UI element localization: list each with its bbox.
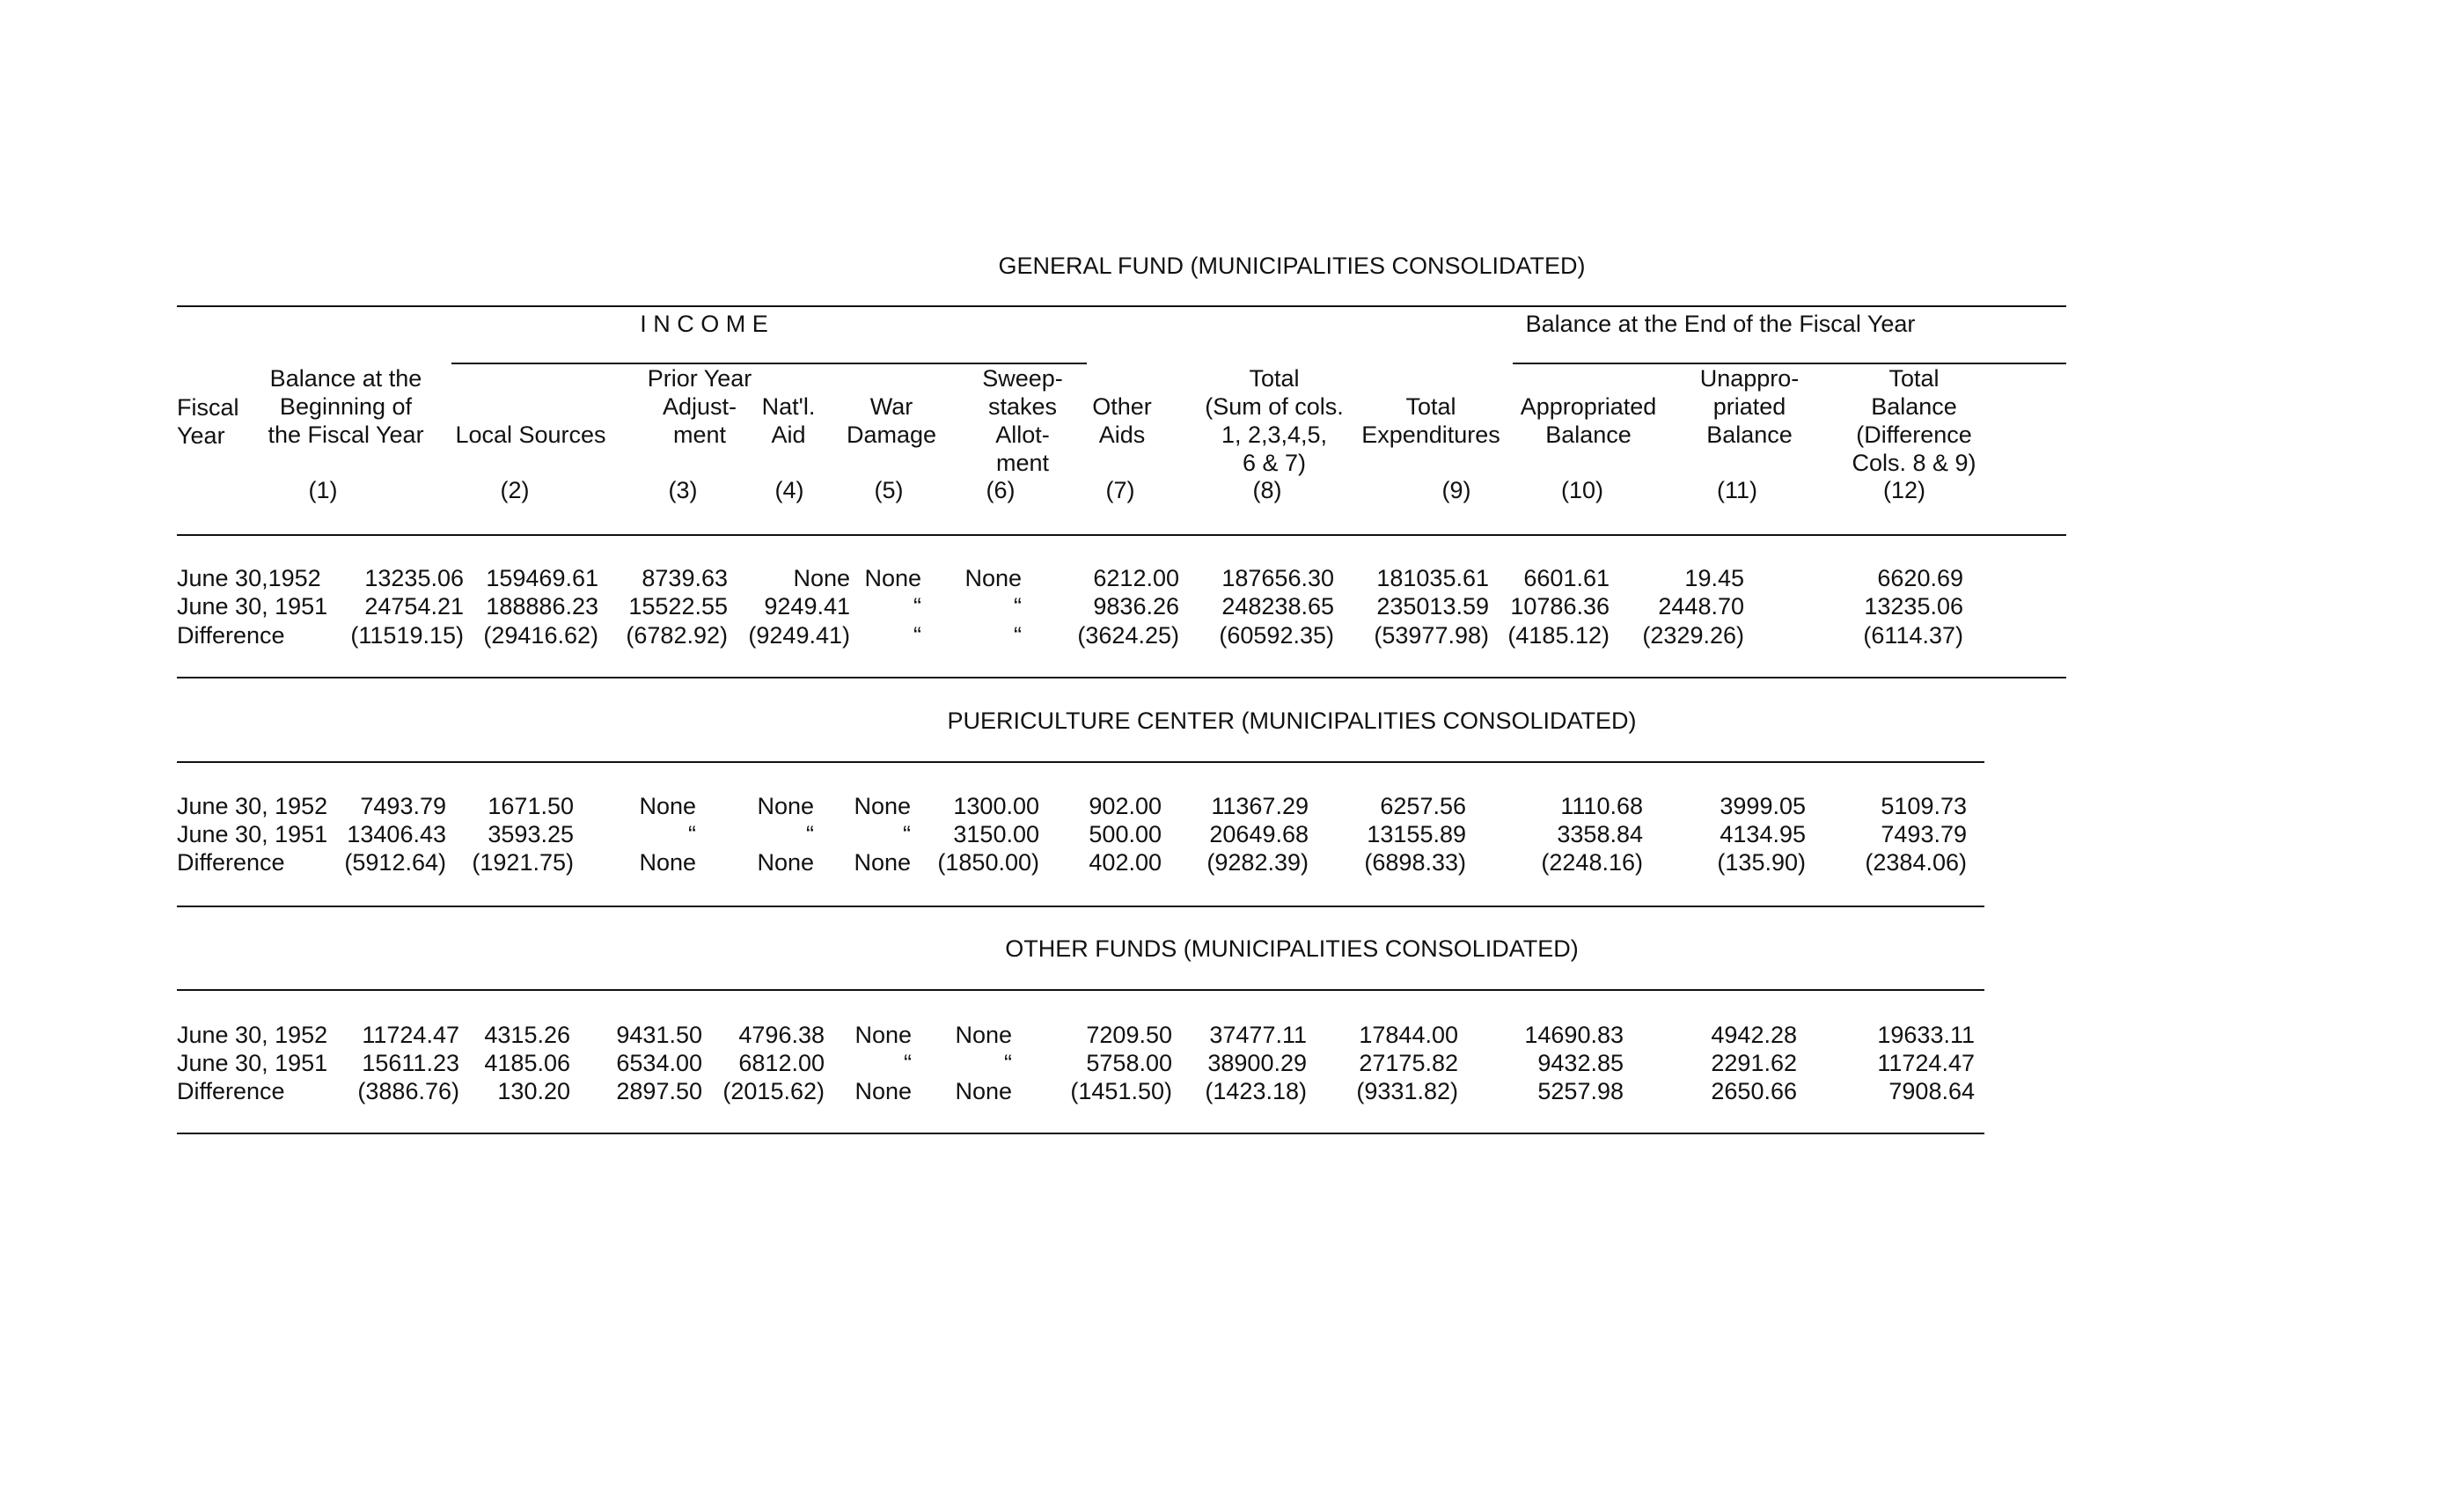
table-cell: 9432.85 <box>1537 1050 1624 1076</box>
table-cell: (2248.16) <box>1541 849 1643 876</box>
table-cell: 6212.00 <box>1093 565 1179 591</box>
column-header-line: Expenditures <box>1361 422 1500 448</box>
table-cell: “ <box>904 1050 912 1076</box>
table-cell: 27175.82 <box>1359 1050 1458 1076</box>
column-header-4 <box>762 392 816 449</box>
column-number: (12) <box>1882 477 1926 503</box>
column-number: (7) <box>1105 477 1135 503</box>
table-cell: 235013.59 <box>1376 593 1489 620</box>
column-number: (4) <box>774 477 804 503</box>
table-cell: 181035.61 <box>1376 565 1489 591</box>
row-label: June 30, 1952 <box>177 1022 328 1048</box>
column-header-line: ment <box>672 422 727 448</box>
table-cell: 11367.29 <box>1211 793 1309 819</box>
table-cell: 13406.43 <box>347 821 446 847</box>
table-cell: 902.00 <box>1089 793 1162 819</box>
rule-top <box>177 305 2066 307</box>
other-funds-title: OTHER FUNDS (MUNICIPALITIES CONSOLIDATED) <box>1005 935 1579 962</box>
rule-header-bottom <box>177 534 2066 536</box>
table-cell: 37477.11 <box>1209 1022 1307 1048</box>
column-header-line: Allot- <box>995 422 1050 448</box>
column-header-line: Other <box>1092 393 1152 420</box>
table-cell: 8739.63 <box>642 565 728 591</box>
table-cell: (1451.50) <box>1070 1078 1172 1104</box>
table-cell: 9431.50 <box>616 1022 702 1048</box>
table-cell: 5257.98 <box>1537 1078 1624 1104</box>
column-header-line: Sweep- <box>982 365 1063 392</box>
table-cell: 130.20 <box>497 1078 570 1104</box>
column-header-6 <box>982 364 1063 477</box>
table-cell: (6114.37) <box>1863 622 1963 649</box>
column-header-12 <box>1852 364 1976 477</box>
column-number: (10) <box>1560 477 1604 503</box>
column-header-line: Balance <box>1706 422 1793 448</box>
table-cell: (9282.39) <box>1206 849 1309 876</box>
table-cell: 4185.06 <box>484 1050 570 1076</box>
table-cell: None <box>639 849 696 876</box>
table-cell: 13235.06 <box>1864 593 1963 620</box>
table-cell: None <box>757 793 814 819</box>
column-header-line: (Difference <box>1856 422 1972 448</box>
table-cell: (1423.18) <box>1205 1078 1307 1104</box>
table-cell: 3999.05 <box>1720 793 1806 819</box>
rule-other-bottom <box>177 1133 1984 1134</box>
table-cell: None <box>955 1078 1012 1104</box>
column-header-line: Nat'l. <box>761 393 816 420</box>
table-cell: None <box>964 565 1022 591</box>
column-header-line: stakes <box>987 393 1058 420</box>
table-cell: (135.90) <box>1717 849 1806 876</box>
column-header-line: Beginning of <box>279 393 413 420</box>
table-cell: 3150.00 <box>953 821 1039 847</box>
column-header-11 <box>1700 364 1800 449</box>
column-header-line: Balance at the <box>269 365 422 392</box>
column-header-line: Aid <box>771 422 806 448</box>
table-cell: (3886.76) <box>357 1078 459 1104</box>
table-cell: 248238.65 <box>1221 593 1334 620</box>
rule-general-bottom <box>177 677 2066 678</box>
table-cell: (1850.00) <box>937 849 1039 876</box>
row-label: Difference <box>177 622 285 649</box>
rule-puericulture-bottom <box>177 906 1984 907</box>
table-cell: 7908.64 <box>1888 1078 1975 1104</box>
column-header-line: Adjust- <box>662 393 737 420</box>
table-cell: “ <box>913 622 921 649</box>
table-cell: None <box>854 849 911 876</box>
column-header-line: Balance <box>1545 422 1632 448</box>
column-header-line: 6 & 7) <box>1242 450 1307 476</box>
table-cell: 14690.83 <box>1524 1022 1624 1048</box>
general-fund-title: GENERAL FUND (MUNICIPALITIES CONSOLIDATED) <box>998 253 1586 279</box>
table-cell: “ <box>1014 622 1022 649</box>
column-header-line: Unappro- <box>1699 365 1800 392</box>
table-cell: 9249.41 <box>764 593 850 620</box>
table-cell: 3358.84 <box>1557 821 1643 847</box>
table-cell: 188886.23 <box>486 593 598 620</box>
table-cell: None <box>757 849 814 876</box>
column-header-line: Total <box>1888 365 1940 392</box>
row-label: Difference <box>177 849 285 876</box>
table-cell: 1300.00 <box>953 793 1039 819</box>
table-cell: 7209.50 <box>1086 1022 1172 1048</box>
table-cell: 9836.26 <box>1093 593 1179 620</box>
column-header-line: Year <box>177 422 225 449</box>
table-cell: 11724.47 <box>1877 1050 1975 1076</box>
table-cell: 6812.00 <box>738 1050 825 1076</box>
column-header-line: Prior Year <box>647 365 752 392</box>
column-header-line: War <box>869 393 913 420</box>
table-cell: (2329.26) <box>1642 622 1744 649</box>
column-number: (3) <box>668 477 698 503</box>
table-cell: (2015.62) <box>722 1078 825 1104</box>
table-cell: (9331.82) <box>1356 1078 1458 1104</box>
column-header-line: Cols. 8 & 9) <box>1852 450 1976 476</box>
table-cell: “ <box>903 821 911 847</box>
table-cell: 3593.25 <box>488 821 574 847</box>
column-header-5 <box>847 392 936 449</box>
table-cell: 15611.23 <box>362 1050 459 1076</box>
column-header-line: priated <box>1712 393 1786 420</box>
table-cell: 17844.00 <box>1359 1022 1458 1048</box>
table-cell: 2650.66 <box>1711 1078 1797 1104</box>
table-cell: 20649.68 <box>1209 821 1309 847</box>
column-number: (2) <box>500 477 530 503</box>
column-number: (8) <box>1252 477 1282 503</box>
table-cell: 159469.61 <box>486 565 598 591</box>
column-header-line: Fiscal <box>177 394 239 421</box>
column-number: (1) <box>308 477 338 503</box>
puericulture-title: PUERICULTURE CENTER (MUNICIPALITIES CONSOLIDATED) <box>947 708 1637 734</box>
row-label: June 30,1952 <box>177 565 321 591</box>
table-cell: None <box>854 793 911 819</box>
column-number: (5) <box>874 477 904 503</box>
column-header-line: Balance <box>1871 393 1957 420</box>
table-cell: 2897.50 <box>616 1078 702 1104</box>
table-cell: 10786.36 <box>1510 593 1610 620</box>
table-cell: None <box>854 1022 912 1048</box>
table-cell: 6534.00 <box>616 1050 702 1076</box>
table-cell: 402.00 <box>1089 849 1162 876</box>
table-cell: (29416.62) <box>483 622 598 649</box>
table-cell: (60592.35) <box>1219 622 1334 649</box>
table-cell: 4315.26 <box>484 1022 570 1048</box>
table-cell: 19633.11 <box>1877 1022 1975 1048</box>
column-header-line: Appropriated <box>1520 393 1657 420</box>
column-header-line: Aids <box>1098 422 1146 448</box>
table-cell: (53977.98) <box>1374 622 1489 649</box>
table-cell: 1671.50 <box>488 793 574 819</box>
column-header-7 <box>1092 392 1152 449</box>
rule-other-top <box>177 989 1984 991</box>
income-header: I N C O M E <box>640 311 768 337</box>
row-label: Difference <box>177 1078 285 1104</box>
column-header-line: ment <box>995 450 1050 476</box>
table-cell: 13235.06 <box>364 565 464 591</box>
column-header-9 <box>1361 392 1500 449</box>
table-cell: 19.45 <box>1684 565 1744 591</box>
table-cell: 7493.79 <box>360 793 446 819</box>
table-cell: 187656.30 <box>1221 565 1334 591</box>
row-label: June 30, 1951 <box>177 593 328 620</box>
table-cell: 5109.73 <box>1881 793 1967 819</box>
table-cell: 5758.00 <box>1086 1050 1172 1076</box>
balance-end-header: Balance at the End of the Fiscal Year <box>1525 311 1916 337</box>
table-cell: 4134.95 <box>1720 821 1806 847</box>
column-header-line: (Sum of cols. <box>1205 393 1344 420</box>
table-cell: “ <box>688 821 696 847</box>
column-header-line: 1, 2,3,4,5, <box>1221 422 1328 448</box>
table-cell: 13155.89 <box>1367 821 1466 847</box>
table-cell: 6620.69 <box>1877 565 1963 591</box>
table-cell: “ <box>806 821 814 847</box>
table-cell: 4796.38 <box>738 1022 825 1048</box>
column-header-0 <box>177 393 239 450</box>
column-header-10 <box>1521 392 1657 449</box>
table-cell: 2291.62 <box>1711 1050 1797 1076</box>
table-cell: 1110.68 <box>1560 793 1643 819</box>
table-cell: 6257.56 <box>1380 793 1466 819</box>
table-cell: (3624.25) <box>1077 622 1179 649</box>
table-cell: (11519.15) <box>350 622 464 649</box>
column-number: (11) <box>1716 477 1758 503</box>
table-cell: (6898.33) <box>1364 849 1466 876</box>
table-cell: (9249.41) <box>748 622 850 649</box>
row-label: June 30, 1951 <box>177 1050 328 1076</box>
row-label: June 30, 1952 <box>177 793 328 819</box>
column-header-3 <box>648 364 752 449</box>
table-cell: 24754.21 <box>364 593 464 620</box>
table-cell: 7493.79 <box>1881 821 1967 847</box>
table-cell: (6782.92) <box>626 622 728 649</box>
column-header-line: the Fiscal Year <box>268 422 424 448</box>
column-header-line: Total <box>1249 365 1300 392</box>
table-cell: 2448.70 <box>1658 593 1744 620</box>
row-label: June 30, 1951 <box>177 821 328 847</box>
column-header-2 <box>455 421 605 449</box>
table-cell: 6601.61 <box>1523 565 1610 591</box>
table-cell: None <box>854 1078 912 1104</box>
table-cell: (5912.64) <box>344 849 446 876</box>
table-cell: 11724.47 <box>362 1022 459 1048</box>
table-cell: (1921.75) <box>472 849 574 876</box>
table-cell: None <box>864 565 921 591</box>
table-cell: “ <box>913 593 921 620</box>
table-cell: None <box>955 1022 1012 1048</box>
table-cell: 500.00 <box>1089 821 1162 847</box>
column-header-line: Total <box>1405 393 1456 420</box>
table-cell: (2384.06) <box>1865 849 1967 876</box>
table-cell: 4942.28 <box>1711 1022 1797 1048</box>
column-number: (9) <box>1441 477 1471 503</box>
column-header-8 <box>1205 364 1344 477</box>
column-header-1 <box>268 364 423 449</box>
table-cell: (4185.12) <box>1507 622 1610 649</box>
table-cell: 15522.55 <box>628 593 728 620</box>
column-number: (6) <box>986 477 1016 503</box>
table-cell: 38900.29 <box>1207 1050 1307 1076</box>
table-cell: None <box>639 793 696 819</box>
table-cell: “ <box>1014 593 1022 620</box>
table-cell: “ <box>1004 1050 1012 1076</box>
column-header-line: Local Sources <box>455 422 606 448</box>
rule-puericulture-top <box>177 761 1984 763</box>
table-cell: None <box>793 565 850 591</box>
column-header-line: Damage <box>846 422 937 448</box>
